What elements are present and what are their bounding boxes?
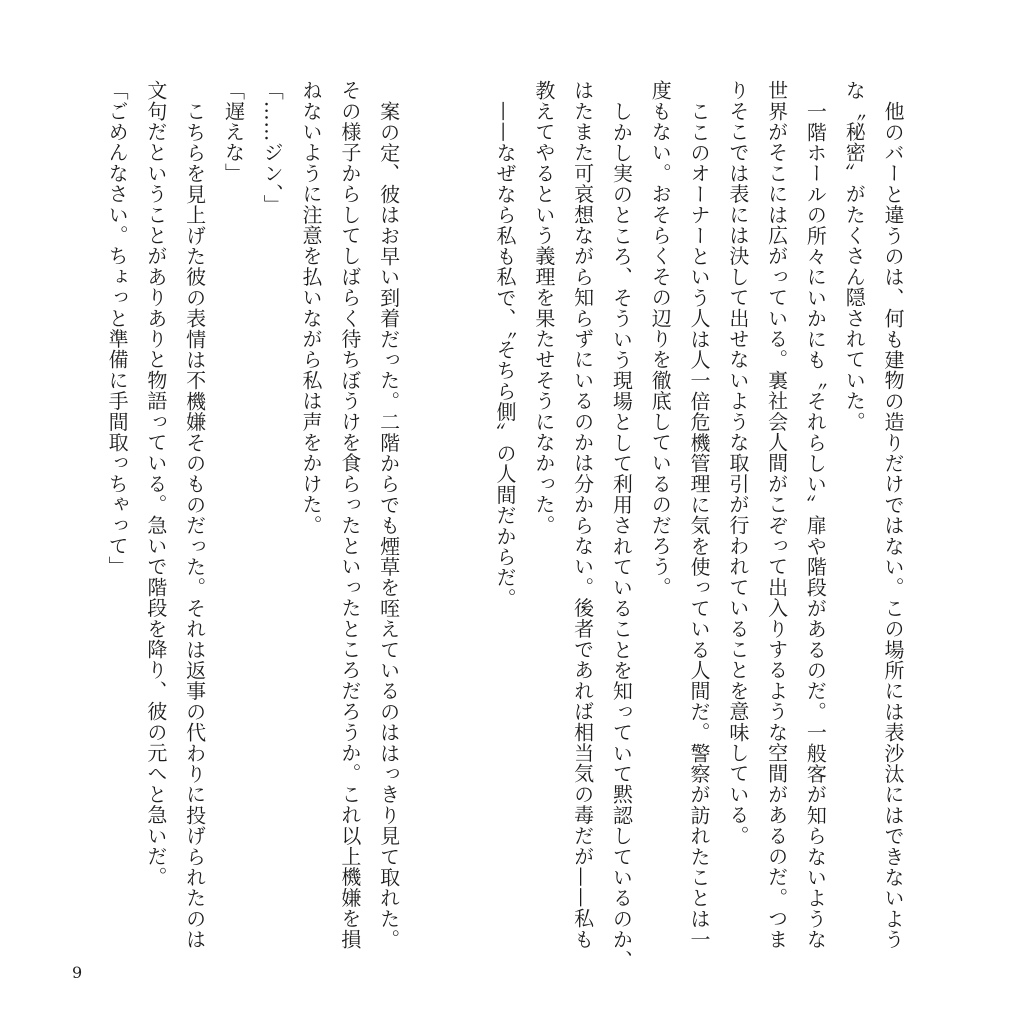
text-line: 一階ホールの所々にいかにも〝それらしい〟扉や階段があるのだ。一般客が知らないような bbox=[803, 100, 828, 950]
text-line: ——なぜなら私も私で、〝そちら側〟の人間だからだ。 bbox=[493, 100, 518, 609]
section-break bbox=[446, 80, 485, 952]
dialogue-line: 「ごめんなさい。ちょっと準備に手間取っちゃって」 bbox=[105, 80, 130, 577]
text-line: 他のバーと違うのは、何も建物の造りだけではない。この場所には表沙汰にはできないよう bbox=[881, 100, 905, 950]
text-line: ここのオーナーという人は人一倍危機管理に気を使っている人間だ。警察が訪れたことは一 bbox=[687, 100, 712, 950]
vertical-text-body bbox=[97, 80, 912, 971]
dialogue-line: 「遅えな」 bbox=[221, 80, 246, 184]
text-line: 案の定、彼はお早い到着だった。二階からでも煙草を咥えているのははっきり見て取れた。 bbox=[376, 100, 401, 950]
text-line: 世界がそこには広がっている。裏社会人間がこぞって出入りするような空間があるのだ。つま bbox=[764, 80, 789, 950]
text-line: はたまた可哀想ながら知らずにいるのかは分からない。後者であれば相当気の毒だが——私も bbox=[570, 80, 595, 950]
text-line: ねないように注意を払いながら私は声をかけた。 bbox=[299, 80, 324, 536]
text-line: 文句だということがありありと物語っている。急いで階段を降り、彼の元へと急いだ。 bbox=[143, 80, 168, 888]
text-line: りそこでは表には決して出せないような取引が行われていることを意味している。 bbox=[725, 80, 750, 846]
text-line: 教えてやるという義理を果たせそうになかった。 bbox=[531, 80, 556, 536]
text-line: その様子からしてしばらく待ちぼうけを食らったといったところだろうか。これ以上機嫌を損 bbox=[337, 80, 362, 950]
text-line: こちらを見上げた彼の表情は不機嫌そのものだった。それは返事の代わりに投げられたのは bbox=[182, 100, 207, 950]
text-line: しかし実のところ、そういう現場として利用されていることを知っていて黙認しているのか、 bbox=[609, 100, 634, 971]
text-line: な〝秘密〟がたくさん隠されていた。 bbox=[842, 80, 867, 432]
dialogue-line: 「……ジン、」 bbox=[260, 80, 285, 215]
text-line: 度もない。おそらくその辺りを徹底しているのだろう。 bbox=[648, 80, 673, 598]
page-number: 9 bbox=[72, 963, 83, 982]
section-break bbox=[408, 80, 447, 952]
